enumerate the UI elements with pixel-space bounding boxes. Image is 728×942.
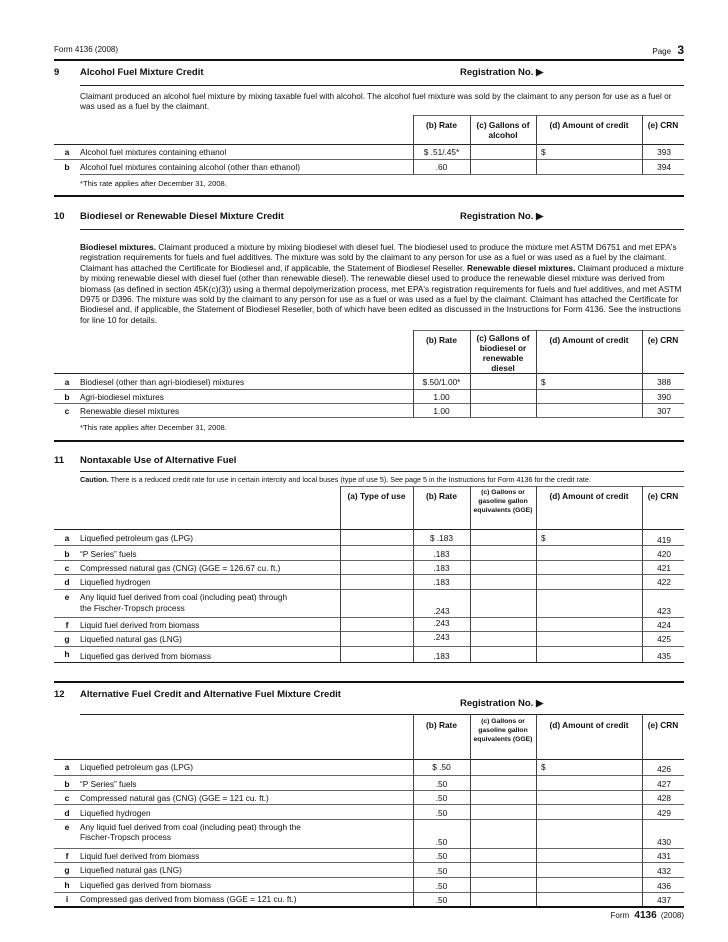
s10-row-a-crn: 388	[657, 377, 671, 387]
s12-row-a-rate: $ .50	[432, 762, 451, 772]
s11-row-d-label: Liquefied hydrogen	[80, 577, 151, 587]
s10-text-renewable: Claimant produced a mixture by mixing renewable diesel with diesel fuel (other than renewable diesel). The renewable diesel used to produce the renewable diesel mixture was derived from biomass (as defined in section 45K(c)(3)) using a thermal depolymerization process, met EPA's registration requirements for fuels and fuel additives, and met ASTM D975 or D396. The mixture was sold by the claimant to any person for use as a fuel or was used as a fuel by the claimant. Claimant has attached the Certificate for Biodiesel and, if applicable, the Statement of Biodiesel Reseller, both of which have been edited as discussed in the Instructions for Form 4136. See the instructions for line 10 for details.	[80, 262, 684, 325]
s9-note: *This rate applies after December 31, 2008.	[80, 179, 227, 188]
s10-row-a-rate: $.50/1.00*	[422, 377, 461, 387]
s11-col-c: (c) Gallons or gasoline gallon equivalents (GGE)	[473, 489, 533, 514]
s12-col-d: (d) Amount of credit	[549, 720, 629, 730]
s12-row-a-label: Liquefied petroleum gas (LPG)	[80, 762, 193, 772]
s9-row-a-label: Alcohol fuel mixtures containing ethanol	[80, 147, 227, 157]
s9-registration: Registration No. ▶	[460, 67, 544, 78]
s11-col-b: (b) Rate	[426, 491, 457, 501]
s10-row-b-amount-input[interactable]	[537, 390, 641, 402]
s10-registration: Registration No. ▶	[460, 211, 544, 222]
s9-col-e: (e) CRN	[647, 120, 679, 130]
s12-row-e-label-line2: Fischer-Tropsch process	[80, 832, 171, 842]
page-number: 3	[677, 43, 684, 57]
s12-col-e: (e) CRN	[647, 720, 679, 730]
s11-row-f-letter: f	[65, 620, 69, 630]
s11-row-b-crn: 420	[657, 549, 671, 559]
s12-row-i-label: Compressed gas derived from biomass (GGE = 121 cu. ft.)	[80, 894, 297, 904]
s9-row-b-gallons-input[interactable]	[471, 160, 535, 173]
s9-title: Alcohol Fuel Mixture Credit	[80, 67, 204, 78]
s11-row-a-rate: $ .183	[429, 533, 454, 543]
s11-row-d-crn: 422	[657, 577, 671, 587]
s9-col-b: (b) Rate	[426, 120, 457, 130]
s10-number: 10	[54, 211, 65, 222]
s11-row-h-type-input[interactable]	[341, 647, 412, 661]
s12-row-h-letter: h	[64, 880, 70, 890]
s10-row-a-gallons-input[interactable]	[471, 374, 535, 388]
s11-col-e: (e) CRN	[647, 491, 679, 501]
s11-caution-text: There is a reduced credit rate for use in certain intercity and local buses (type of use 5). See page 5 in the Instructions for Form 4136 for the credit rate.	[108, 475, 591, 484]
s12-row-h-label: Liquefied gas derived from biomass	[80, 880, 211, 890]
s11-row-e-label: Any liquid fuel derived from coal (including peat) through	[80, 592, 288, 602]
s12-row-f-letter: f	[65, 851, 69, 861]
s12-row-h-crn: 436	[657, 881, 671, 891]
s11-row-f-rate: .243	[433, 618, 450, 628]
s10-row-a-label: Biodiesel (other than agri-biodiesel) mixtures	[80, 377, 245, 387]
s12-row-a-gallons-input[interactable]	[471, 760, 535, 774]
s12-row-d-rate: .50	[435, 808, 448, 818]
s11-row-a-label: Liquefied petroleum gas (LPG)	[80, 533, 193, 543]
s11-row-a-dollar: $	[541, 533, 546, 543]
s11-row-f-crn: 424	[657, 620, 671, 630]
s12-row-f-label: Liquid fuel derived from biomass	[80, 851, 200, 861]
s12-row-i-rate: .50	[435, 895, 448, 905]
s12-row-a-amount-input[interactable]	[537, 760, 641, 774]
s10-row-b-letter: b	[64, 392, 70, 402]
s9-row-a-amount-input[interactable]	[537, 145, 641, 158]
s12-row-d-letter: d	[64, 808, 70, 818]
s11-row-c-letter: c	[64, 563, 70, 573]
s11-row-b-letter: b	[64, 549, 70, 559]
s11-row-c-crn: 421	[657, 563, 671, 573]
s12-row-g-crn: 432	[657, 866, 671, 876]
s10-col-b: (b) Rate	[426, 335, 457, 345]
s12-title: Alternative Fuel Credit and Alternative Fuel Mixture Credit	[80, 689, 341, 700]
s12-row-a-letter: a	[64, 762, 70, 772]
s9-col-d: (d) Amount of credit	[549, 120, 629, 130]
s11-row-g-crn: 425	[657, 634, 671, 644]
s9-description: Claimant produced an alcohol fuel mixture by mixing taxable fuel with alcohol. The alcohol fuel mixture was sold by the claimant to any person for use as a fuel or was used as a fuel by the claimant.	[80, 91, 672, 112]
s11-row-b-label: “P Series” fuels	[80, 549, 137, 559]
s11-number: 11	[54, 455, 65, 466]
s12-row-a-crn: 426	[657, 764, 671, 774]
s12-row-d-crn: 429	[657, 808, 671, 818]
s11-row-g-letter: g	[64, 634, 70, 644]
s9-row-b-letter: b	[64, 162, 70, 172]
s12-row-e-label: Any liquid fuel derived from coal (including peat) through the	[80, 822, 301, 832]
form-label: Form 4136 (2008)	[54, 45, 119, 54]
s11-row-a-letter: a	[64, 533, 70, 543]
footer-year: (2008)	[660, 911, 684, 920]
s12-row-i-amount-input[interactable]	[537, 893, 641, 905]
s11-row-h-amount-input[interactable]	[537, 647, 641, 661]
s12-row-c-label: Compressed natural gas (CNG) (GGE = 121 cu. ft.)	[80, 793, 269, 803]
s12-row-i-letter: i	[65, 894, 69, 904]
s11-row-h-label: Liquefied gas derived from biomass	[80, 651, 211, 661]
s11-row-c-label: Compressed natural gas (CNG) (GGE = 126.67 cu. ft.)	[80, 563, 281, 573]
s12-row-c-letter: c	[64, 793, 70, 803]
s12-row-e-rate: .50	[435, 837, 448, 847]
s11-row-h-rate: .183	[433, 651, 450, 661]
s9-row-b-amount-input[interactable]	[537, 160, 641, 173]
s10-bold-biodiesel: Biodiesel mixtures.	[80, 242, 157, 252]
s11-row-d-letter: d	[64, 577, 70, 587]
page-label	[652, 43, 684, 57]
s10-row-b-crn: 390	[657, 392, 671, 402]
s11-row-f-label: Liquid fuel derived from biomass	[80, 620, 200, 630]
s11-row-a-gallons-input[interactable]	[471, 530, 535, 544]
s10-row-b-rate: 1.00	[433, 392, 450, 402]
s11-row-g-rate: .243	[433, 632, 450, 642]
s9-row-a-dollar: $	[541, 147, 546, 157]
s12-row-h-rate: .50	[435, 881, 448, 891]
header-rule	[54, 59, 684, 61]
s9-col-c: (c) Gallons of alcohol	[476, 120, 530, 140]
s10-col-e: (e) CRN	[647, 335, 679, 345]
s11-col-d: (d) Amount of credit	[549, 491, 629, 501]
s9-row-b-label: Alcohol fuel mixtures containing alcohol (other than ethanol)	[80, 162, 300, 172]
s11-row-g-label: Liquefied natural gas (LNG)	[80, 634, 182, 644]
s12-row-g-letter: g	[64, 865, 70, 875]
s10-row-c-rate: 1.00	[433, 406, 450, 416]
s12-row-g-label: Liquefied natural gas (LNG)	[80, 865, 182, 875]
s10-row-c-gallons-input[interactable]	[471, 404, 535, 416]
s9-row-a-rate: $ .51/.45*	[423, 147, 460, 157]
s9-row-a-crn: 393	[657, 147, 671, 157]
s12-row-i-crn: 437	[657, 895, 671, 905]
s11-row-a-amount-input[interactable]	[537, 530, 641, 544]
s12-row-i-gallons-input[interactable]	[471, 893, 535, 905]
s11-row-h-crn: 435	[657, 651, 671, 661]
footer-form-id	[610, 910, 684, 921]
s11-row-h-letter: h	[64, 649, 70, 659]
s10-row-a-letter: a	[64, 377, 70, 387]
s11-row-c-rate: .183	[433, 563, 450, 573]
s11-row-h-gallons-input[interactable]	[471, 647, 535, 661]
s10-row-a-dollar: $	[541, 377, 546, 387]
s9-number: 9	[54, 67, 60, 78]
s9-row-a-gallons-input[interactable]	[471, 145, 535, 158]
s12-row-b-label: “P Series” fuels	[80, 779, 137, 789]
s12-col-c: (c) Gallons or gasoline gallon equivalents (GGE)	[473, 718, 533, 743]
s10-text-biodiesel: Claimant produced a mixture by mixing biodiesel with diesel fuel. The biodiesel used to produce the mixture met ASTM D6751 and met EPA's registration requirements for fuels and fuel additives. The mixture was sold by the claimant to any person for use as a fuel or was used as a fuel by the claimant. Claimant has attached the Certificate for Biodiesel and, if applicable, the Statement of Biodiesel Reseller.	[80, 242, 677, 273]
s10-row-b-gallons-input[interactable]	[471, 390, 535, 402]
s12-row-f-rate: .50	[435, 851, 448, 861]
s11-row-d-rate: .183	[433, 577, 450, 587]
s9-row-b-rate: .60	[435, 162, 448, 172]
s12-row-b-rate: .50	[435, 779, 448, 789]
s10-row-c-letter: c	[64, 406, 70, 416]
s12-row-a-dollar: $	[541, 762, 546, 772]
s11-caution-bold: Caution.	[80, 475, 109, 484]
footer-form-word: Form	[610, 911, 630, 920]
s10-col-d: (d) Amount of credit	[549, 335, 629, 345]
s12-row-c-rate: .50	[435, 793, 448, 803]
s12-row-c-crn: 428	[657, 793, 671, 803]
s10-col-c: (c) Gallons of biodiesel or renewable diesel	[476, 333, 530, 373]
s11-row-e-label-line2: the Fischer-Tropsch process	[80, 603, 185, 613]
s9-row-a-letter: a	[64, 147, 70, 157]
footer-form-number: 4136	[634, 910, 657, 921]
s10-row-c-amount-input[interactable]	[537, 404, 641, 416]
s12-row-g-rate: .50	[435, 866, 448, 876]
s11-row-e-letter: e	[64, 592, 70, 602]
s12-row-b-crn: 427	[657, 779, 671, 789]
s10-note: *This rate applies after December 31, 2008.	[80, 423, 227, 432]
s11-title: Nontaxable Use of Alternative Fuel	[80, 455, 237, 466]
s10-title: Biodiesel or Renewable Diesel Mixture Credit	[80, 211, 284, 222]
s12-row-d-label: Liquefied hydrogen	[80, 808, 151, 818]
s10-row-b-label: Agri-biodiesel mixtures	[80, 392, 164, 402]
s11-row-e-crn: 423	[657, 606, 671, 616]
s11-row-b-rate: .183	[433, 549, 450, 559]
s12-registration: Registration No. ▶	[460, 698, 544, 709]
s12-row-e-crn: 430	[657, 837, 671, 847]
s11-row-e-rate: .243	[433, 606, 450, 616]
s11-row-a-type-input[interactable]	[341, 530, 412, 544]
page-word: Page	[652, 47, 672, 56]
s10-row-c-label: Renewable diesel mixtures	[80, 406, 180, 416]
s11-caution	[80, 475, 591, 484]
s12-row-f-crn: 431	[657, 851, 671, 861]
s9-row-b-crn: 394	[657, 162, 671, 172]
s10-description	[80, 242, 684, 325]
s10-bold-renewable: Renewable diesel mixtures.	[466, 262, 576, 273]
s12-col-b: (b) Rate	[426, 720, 457, 730]
s11-col-a: (a) Type of use	[347, 491, 406, 501]
s10-row-a-amount-input[interactable]	[537, 374, 641, 388]
s12-number: 12	[54, 689, 65, 700]
s10-row-c-crn: 307	[657, 406, 671, 416]
s12-row-e-letter: e	[64, 822, 70, 832]
s11-row-a-crn: 419	[657, 535, 671, 545]
s12-row-b-letter: b	[64, 779, 70, 789]
